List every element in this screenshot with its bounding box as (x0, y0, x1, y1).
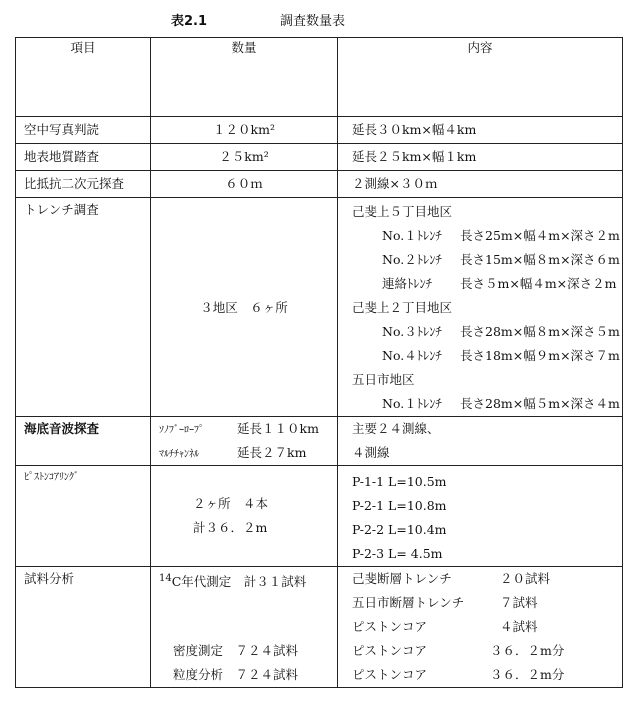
table-title: 調査数量表 (280, 14, 346, 29)
table-row (16, 117, 623, 144)
table-row (16, 466, 623, 567)
row-content: ２測線×３０ｍ (352, 176, 438, 191)
trench-line: 連絡ﾄﾚﾝﾁ 長さ５m×幅４m×深さ２m (382, 276, 617, 291)
trench-area: 己斐上２丁目地区 (352, 300, 453, 315)
row-quantity: ６０ｍ (225, 176, 263, 191)
table-row (16, 171, 623, 198)
sample-line: ピストンコア ３６．２m分 (352, 667, 565, 682)
piston-line: P-2-3 L= 4.5m (352, 546, 443, 561)
sample-line: ピストンコア ４試料 (352, 619, 538, 634)
sample-quantity: 密度測定 ７２４試料 (173, 643, 299, 658)
sample-quantity: 粒度分析 ７２４試料 (173, 667, 299, 682)
row-item: 地表地質踏査 (24, 149, 100, 164)
table-row (16, 417, 623, 466)
trench-area: 己斐上５丁目地区 (352, 204, 453, 219)
row-quantity: ２５km² (219, 149, 269, 164)
sample-quantity: $^{14}$C年代測定 計３１試料 (159, 573, 307, 590)
row-item: ﾋﾟｽﾄﾝｺｱﾘﾝｸﾞ (24, 472, 79, 483)
trench-line: No.４ﾄﾚﾝﾁ 長さ18m×幅９m×深さ７m (382, 348, 620, 363)
trench-line: No.１ﾄﾚﾝﾁ 長さ28m×幅５m×深さ４m (382, 396, 620, 411)
row-quantity: ３地区 ６ヶ所 (200, 300, 288, 315)
table-number: 表2.1 (171, 14, 208, 29)
row-item: 比抵抗二次元探査 (24, 176, 125, 191)
header-content: 内容 (338, 38, 623, 117)
sonar-quantity: ｿﾉﾌﾞｰﾛｰﾌﾟ 延長１１０km (159, 421, 319, 436)
trench-line: No.２ﾄﾚﾝﾁ 長さ15m×幅８m×深さ６m (382, 252, 620, 267)
row-quantity: １２０km² (213, 122, 275, 137)
header-item: 項目 (16, 38, 151, 117)
table-row (16, 567, 623, 688)
survey-quantity-table (15, 37, 623, 688)
trench-line: No.３ﾄﾚﾝﾁ 長さ28m×幅８m×深さ５m (382, 324, 620, 339)
table-row (16, 198, 623, 417)
table-row (16, 144, 623, 171)
piston-line: P-1-1 L=10.5m (352, 474, 447, 489)
piston-line: P-2-1 L=10.8m (352, 498, 447, 513)
trench-area: 五日市地区 (352, 372, 415, 387)
row-item: 空中写真判読 (24, 122, 100, 137)
sonar-content: 主要２４測線、 (352, 421, 440, 436)
sonar-quantity: ﾏﾙﾁﾁｬﾝﾈﾙ 延長２７km (159, 445, 307, 460)
piston-quantity: ２ヶ所 ４本 (193, 496, 269, 511)
header-row (16, 38, 623, 117)
sample-line: 己斐断層トレンチ ２０試料 (352, 571, 551, 586)
row-item: 海底音波探査 (24, 421, 100, 436)
row-content: 延長３０km×幅４km (352, 122, 477, 137)
trench-line: No.１ﾄﾚﾝﾁ 長さ25m×幅４m×深さ２m (382, 228, 620, 243)
row-content: 延長２５km×幅１km (352, 149, 477, 164)
sonar-content: ４測線 (352, 445, 390, 460)
piston-quantity: 計３６．２m (193, 520, 268, 535)
sample-line: ピストンコア ３６．２m分 (352, 643, 565, 658)
header-quantity: 数量 (151, 38, 338, 117)
piston-line: P-2-2 L=10.4m (352, 522, 447, 537)
sample-line: 五日市断層トレンチ ７試料 (352, 595, 538, 610)
row-item: 試料分析 (24, 571, 75, 586)
row-item: トレンチ調査 (24, 202, 99, 217)
